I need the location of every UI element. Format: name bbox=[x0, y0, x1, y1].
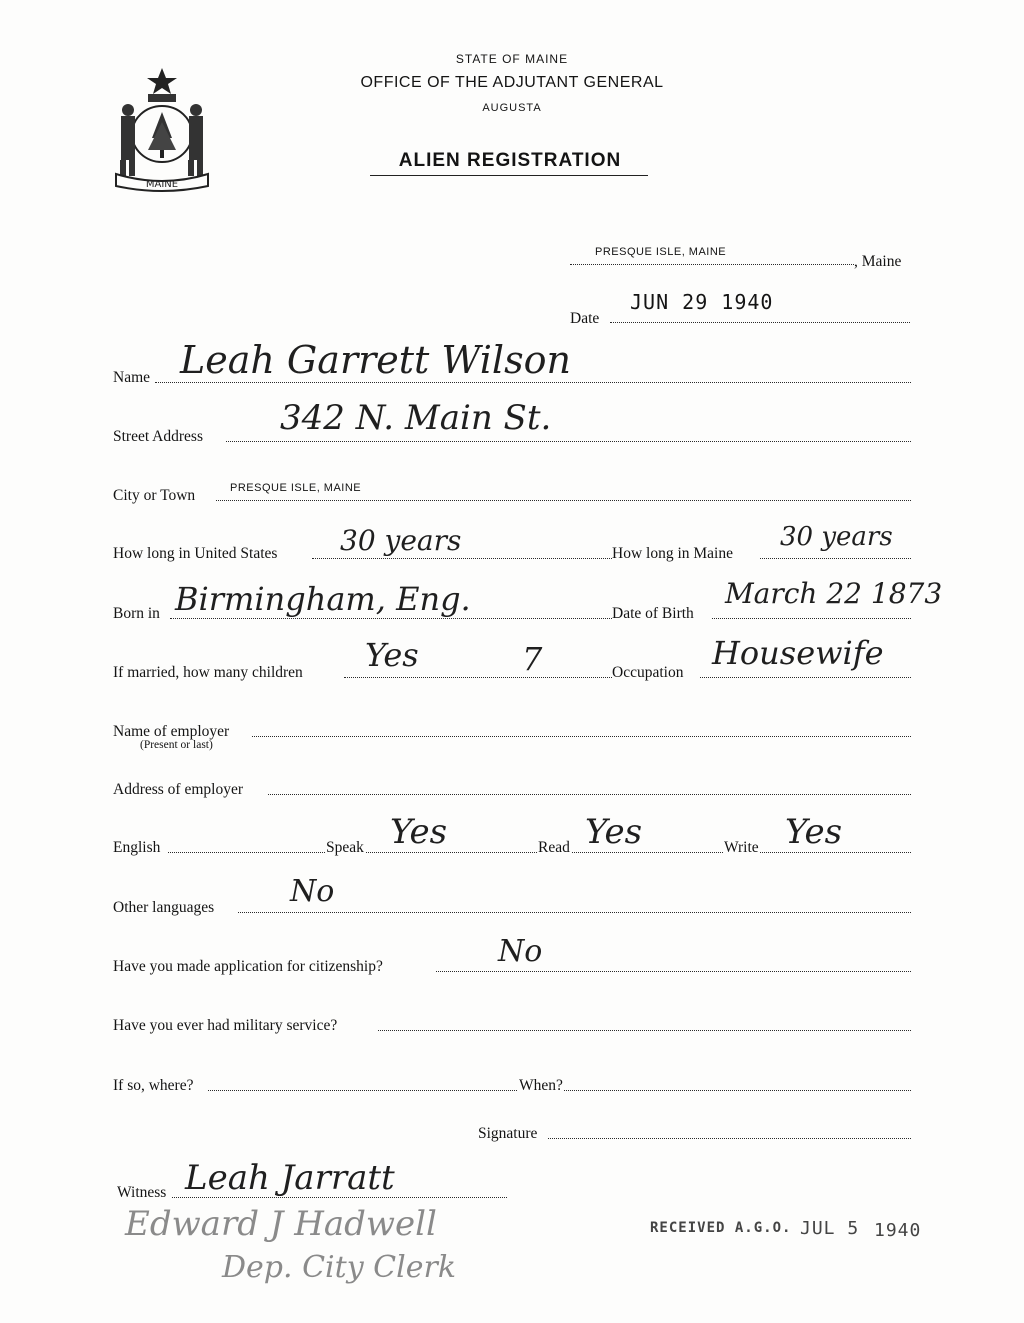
received-stamp-label: RECEIVED A.G.O. bbox=[650, 1220, 792, 1236]
born-in-value: Birmingham, Eng. bbox=[175, 580, 471, 618]
witness-value: Leah Jarratt bbox=[185, 1158, 395, 1198]
maine-seal-icon bbox=[106, 64, 218, 194]
how-long-me-line bbox=[760, 558, 911, 559]
seal-text: MAINE bbox=[145, 179, 179, 190]
how-long-us-value: 30 years bbox=[340, 524, 462, 557]
location-suffix: , Maine bbox=[854, 253, 902, 270]
employer-label: Name of employer bbox=[113, 723, 230, 740]
location-stamp: PRESQUE ISLE, MAINE bbox=[595, 246, 727, 258]
employer-address-line bbox=[268, 794, 911, 795]
other-languages-value: No bbox=[290, 874, 335, 909]
how-long-us-label: How long in United States bbox=[113, 545, 278, 562]
date-label: Date bbox=[570, 310, 600, 327]
title-underline bbox=[370, 175, 648, 176]
married-count-value: 7 bbox=[522, 640, 543, 678]
other-languages-label: Other languages bbox=[113, 899, 215, 916]
name-line bbox=[155, 382, 911, 383]
how-long-me-value: 30 years bbox=[780, 522, 893, 552]
where-label: If so, where? bbox=[113, 1077, 194, 1094]
witness-label: Witness bbox=[117, 1184, 167, 1201]
city-label: City or Town bbox=[113, 487, 196, 504]
employer-sublabel: (Present or last) bbox=[140, 739, 213, 751]
city-heading: AUGUSTA bbox=[482, 102, 542, 114]
dob-line bbox=[712, 618, 911, 619]
citizenship-line bbox=[436, 971, 911, 972]
other-languages-line bbox=[238, 912, 911, 913]
write-value: Yes bbox=[785, 812, 843, 852]
name-label: Name bbox=[113, 369, 151, 386]
married-line bbox=[344, 677, 612, 678]
signature-line bbox=[548, 1138, 911, 1139]
city-value: PRESQUE ISLE, MAINE bbox=[230, 482, 362, 494]
dob-label: Date of Birth bbox=[612, 605, 694, 622]
received-stamp-year: 1940 bbox=[874, 1220, 922, 1241]
speak-value: Yes bbox=[390, 812, 448, 852]
date-line bbox=[610, 322, 910, 323]
received-stamp-date: JUL 5 bbox=[800, 1218, 860, 1239]
born-in-line bbox=[170, 618, 612, 619]
military-label: Have you ever had military service? bbox=[113, 1017, 338, 1034]
read-label: Read bbox=[538, 839, 570, 856]
form-title: ALIEN REGISTRATION bbox=[398, 150, 622, 171]
employer-line bbox=[252, 736, 911, 737]
read-value: Yes bbox=[585, 812, 643, 852]
citizenship-label: Have you made application for citizenship? bbox=[113, 958, 383, 975]
street-label: Street Address bbox=[113, 428, 203, 445]
occupation-label: Occupation bbox=[612, 664, 684, 681]
how-long-me-label: How long in Maine bbox=[612, 545, 733, 562]
married-yes-value: Yes bbox=[365, 636, 419, 674]
street-value: 342 N. Main St. bbox=[280, 398, 552, 438]
occupation-value: Housewife bbox=[712, 634, 884, 672]
name-value: Leah Garrett Wilson bbox=[180, 338, 571, 382]
street-line bbox=[226, 441, 911, 442]
signature-label: Signature bbox=[478, 1125, 538, 1142]
employer-address-label: Address of employer bbox=[113, 781, 243, 798]
occupation-line bbox=[700, 677, 911, 678]
speak-label: Speak bbox=[326, 839, 364, 856]
state-heading: STATE OF MAINE bbox=[455, 52, 569, 66]
office-heading: OFFICE OF THE ADJUTANT GENERAL bbox=[360, 74, 664, 91]
write-label: Write bbox=[724, 839, 759, 856]
citizenship-value: No bbox=[498, 934, 543, 969]
married-label: If married, how many children bbox=[113, 664, 303, 681]
dob-value: March 22 1873 bbox=[725, 577, 943, 610]
clerk-name: Edward J Hadwell bbox=[125, 1204, 437, 1244]
english-label: English bbox=[113, 839, 161, 856]
when-label: When? bbox=[519, 1077, 563, 1094]
city-line bbox=[216, 500, 911, 501]
how-long-us-line bbox=[312, 558, 612, 559]
born-in-label: Born in bbox=[113, 605, 160, 622]
military-line bbox=[378, 1030, 911, 1031]
date-stamp: JUN 29 1940 bbox=[630, 290, 774, 314]
clerk-title: Dep. City Clerk bbox=[222, 1250, 456, 1285]
location-line bbox=[570, 264, 854, 265]
